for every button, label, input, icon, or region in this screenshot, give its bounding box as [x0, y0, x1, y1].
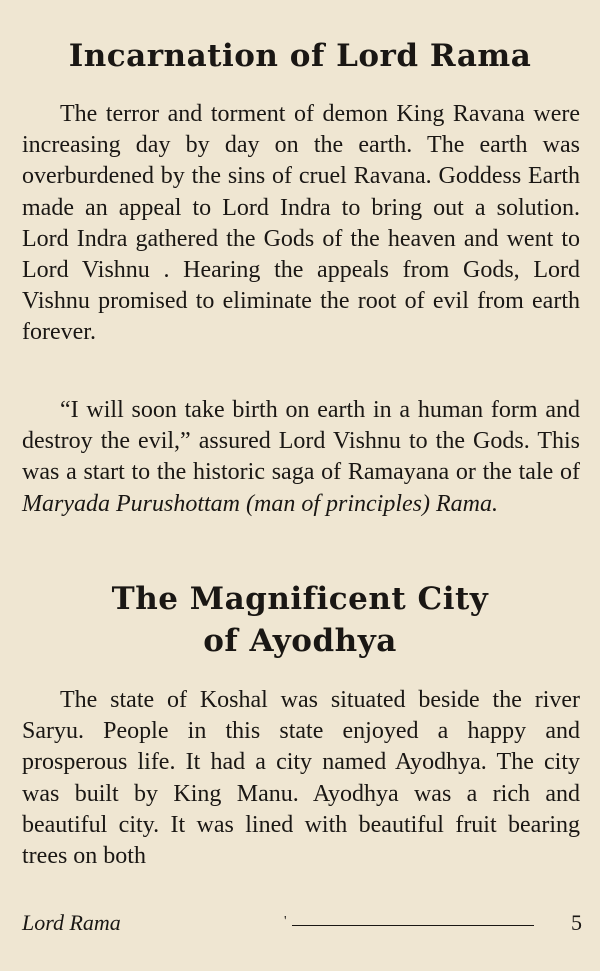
section-title-incarnation: Incarnation of Lord Rama	[68, 38, 532, 74]
paragraph-koshal: The state of Koshal was situated beside the river Saryu. People in this state enjoyed a happy and prosperous life. It had a city named Ayodhya. The city was built by King Manu. Ayodhya was a rich and beautiful city. It was lined with beautiful fruit bearing trees on both	[22, 687, 580, 870]
footer-rule	[292, 925, 534, 926]
section-title-ayodhya	[0, 578, 600, 662]
paragraph-vishnu-promise-italic: Maryada Purushottam (man of principles) Rama.	[22, 490, 498, 517]
page-footer	[22, 910, 582, 940]
footer-dot: '	[284, 914, 287, 929]
section-title-ayodhya-line1: The Magnificent City	[111, 581, 489, 617]
paragraph-vishnu-promise	[22, 395, 580, 520]
footer-book-title: Lord Rama	[22, 910, 121, 935]
paragraph-vishnu-promise-text: “I will soon take birth on earth in a human form and destroy the evil,” assured Lord Vishnu to the Gods. This was a start to the historic saga of Ramayana or the tale of	[22, 397, 580, 486]
paragraph-ravana-terror: The terror and torment of demon King Ravana were increasing day by day on the earth. The earth was overburdened by the sins of cruel Ravana. Goddess Earth made an appeal to Lord Indra to bring out a solution. Lord Indra gathered the Gods of the heaven and went to Lord Vishnu . Hearing the appeals from Gods, Lord Vishnu promised to eliminate the root of evil from earth forever.	[22, 101, 580, 346]
page-number: 5	[571, 910, 582, 935]
section-title-ayodhya-line2: of Ayodhya	[203, 623, 397, 659]
